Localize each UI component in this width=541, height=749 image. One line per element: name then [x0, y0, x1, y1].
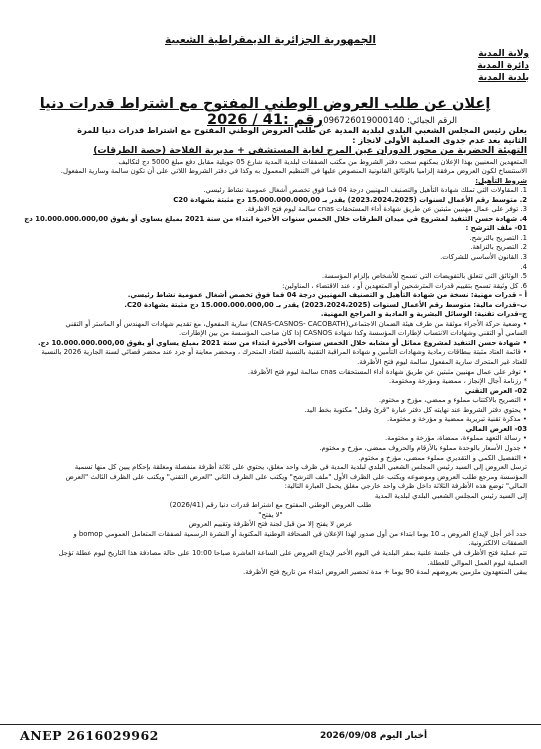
body-line: • شهادة حسن التنفيذ لمشروع مماثل أو مشابه خلال الخمس سنوات الأخيرة ابتداء من سنة 2021 بمبلغ يساوي أو يفوق 10.000.000.000,00 دج. — [37, 338, 527, 347]
body-line: 5. الوثائق التي تتعلق بالتفويضات التي تسمح للأشخاص بإلزام المؤسسة. — [321, 272, 527, 281]
body-line: إلى السيد رئيس المجلس الشعبي البلدي لبلدية المدية — [374, 491, 527, 500]
body-line: • يحتوي دفتر الشروط عند نهايته كل دفتر عبارة "قرئ وقبل" مكتوبة بخط اليد. — [304, 405, 527, 414]
authority-line: بلدية المدية — [478, 73, 529, 83]
body-line: التهيئة الحضرية من محور الدوران عين المرج لغاية المستشفى + مديرية الفلاحة (حصة الطرقات) — [93, 145, 527, 156]
body-line: السامي أو التقني وشهادات الانتساب لإطارات المؤسسة وكذا شهادة CASNOS إذا كان صاحب المؤسسة من بين الإطارات. — [179, 329, 527, 338]
body-line: ج–قدرات تقنية: الوسائل البشرية و المادية و المراجع المهنية. — [320, 310, 527, 319]
body-line: للعتاد غير المتحرك سارية المفعول سالمة ليوم فتح الأظرفة. — [357, 358, 527, 367]
body-line: الاستنساخ لكون العروض مرفقة إلزاميا بالوثائق القانونية المنصوص عليها في التنظيم المعمول به وكذا في دفتر الشروط اللاتي على أن تكون سالمة وسارية المفعول. — [60, 167, 527, 176]
body-line: • توفر على عمال مهنيين مثبتين عن طريق شهادة أداء المستحقات cnas سالمة ليوم فتح الأظرفة. — [247, 367, 527, 376]
body-line: 1. المقاولات التي تملك شهادة التأهيل والتصنيف المهنيين درجة 04 فما فوق تخصص أشغال عمومية نشاط رئيسي. — [203, 186, 527, 195]
issuing-authority — [477, 48, 529, 84]
body-line: 03- العرض المالي — [465, 424, 527, 433]
body-line: يبقى المتعهدون ملزمين بعروضهم لمدة 90 يوما + مدة تحضير العروض ابتداء من تاريخ فتح الأظرفة. — [243, 568, 527, 577]
body-line: العملية ليوم العمل الموالي للعطلة. — [427, 558, 527, 567]
body-line: 6. كل وثيقة تسمح بتقييم قدرات المترشحين أو المتعهدين أو ، عند الاقتضاء ، المناولين: — [282, 281, 527, 290]
body-line: الثانية بعد عدم جدوى العملية الأولى لانجاز : — [352, 135, 527, 145]
body-line: 2. متوسط رقم الأعمال لسنوات (2023،2024،2025) يقدر بـ 15.000.000.000,00 دج مثبتة بشهادة C20 — [173, 195, 527, 204]
body-line: • قائمة العتاد مثبتة ببطاقات رمادية وشهادات التأمين و شهادة المراقبة التقنية بالنسبة للعتاد المتحرك ، ومحضر معاينة أو جرد عند محضر قضائي لسنة الجارية 2026 بالنسبة — [41, 348, 527, 357]
body-line: • وضعية حركة الأجراء موثقة من طرف هيئة الضمان الاجتماعي(CNAS-CASNOS- CACOBATH) سارية المفعول، مع تقديم شهادات المهندس أو الماستر أو التقني — [65, 319, 527, 328]
body-line: تتم عملية فتح الأظرف في جلسة علنية بمقر البلدية في اليوم الأخير لإيداع العروض على الساعة العاشرة صباحا 10:00 على حالة مصادفة هذا التاريخ ليوم عطلة تؤجل — [58, 548, 527, 557]
body-line: الصفقات الالكترونية. — [468, 539, 527, 548]
body-line: 4. — [520, 262, 527, 271]
body-line: • التفصيل الكمي و التقديري مملوء ممضى، مؤرخ و مختوم. — [358, 453, 527, 462]
body-line: • رسالة التعهد مملوءة، ممضاة، مؤرخة و مختومة. — [385, 434, 527, 443]
republic-heading: الجمهورية الجزائرية الديمقراطية الشعبية — [165, 34, 376, 46]
body-line: 02- العرض التقني — [464, 386, 527, 395]
body-line: • مذكرة تقنية تبريرية ممضية و مؤرخة و مختومة. — [387, 415, 527, 424]
body-line: أ – قدرات مهنية: نسخة من شهادة التأهيل و التصنيف المهنيين درجة 04 فما فوق تخصص أشغال عمومية نشاط رئيسي. — [127, 291, 527, 300]
body-line: "لا يفتح" — [258, 510, 283, 519]
body-line: يعلن رئيس المجلس الشعبي البلدي لبلدية المدية عن طلب العروض الوطني المفتوح مع اشتراط قدرات دنيا للمرة — [77, 125, 527, 135]
authority-line: دائرة المدية — [477, 61, 529, 71]
anep-reference: ANEP 2616029962 — [20, 728, 159, 743]
body-line: ترسل العروض إلى السيد رئيس المجلس الشعبي البلدي لبلدية المدية في ظرف واحد مغلق، يحتوي على ثلاثة أظرفة منفصلة ومغلقة بإحكام يبين كل منها تسمية — [74, 463, 527, 472]
announcement-title: إعلان عن طلب العروض الوطني المفتوح مع اشتراط قدرات دنيا رقم :41 / 2026 — [39, 96, 491, 128]
body-line: 4. شهادة حسن التنفيذ لمشروع في ميدان الطرقات خلال الخمس سنوات الأخيرة ابتداء من سنة 2021 بمبلغ يساوي أو يفوق 10.000.000.000,00 دج — [24, 214, 527, 223]
body-line: ب–قدرات مالية: متوسط رقم الأعمال لسنوات (2023،2024،2025) يقدر بـ 15.000.000.000,00 دج مثبتة بشهادة C20. — [124, 300, 527, 309]
newspaper-date: أخبار اليوم 2026/09/08 — [320, 731, 428, 741]
footer — [0, 724, 541, 749]
body-line: شروط التأهيل: — [475, 176, 527, 185]
authority-line: ولاية المدية — [478, 49, 529, 59]
body-line: حدد آخر أجل لإيداع العروض بـ 10 يوما ابتداء من أول صدور لهذا الإعلان في الصحافة الوطنية المكتوبة أو النشرة الرسمية لصفقات المتعامل العمومي bomop و — [73, 529, 527, 538]
body-line: 2. التصريح بالنزاهة. — [470, 243, 527, 252]
body-line: المؤسسة ومرجع طلب العروض وموضوعه ويكتب على الظرف الأول "ملف الترشح" ويكتب على الظرف الثاني "العرض التقني" ويكتب على الظرف الثالث "العرض — [65, 472, 527, 481]
body-line: 01- ملف الترشح : — [465, 224, 527, 233]
body-line: عرض لا يفتح إلا من قبل لجنة فتح الأظرفة وتقييم العروض — [188, 520, 353, 529]
tax-reference: الرقم الجبائي: 096726019000140 — [323, 116, 457, 126]
body-line: 3. توفر على عمال مهنيين مثبتين عن طريق شهادة أداء المستحقات cnas سالمة ليوم فتح الاظرفة. — [245, 205, 527, 214]
body-line: طلب العروض الوطني المفتوح مع اشتراط قدرات دنيا رقم (2026/41) — [169, 501, 372, 510]
body-line: 3. القانون الأساسي للشركات. — [440, 253, 527, 262]
body-line: المالي" توضع هذه الأظرفة الثلاثة داخل ظرف واحد خارجي مغلق يحمل العبارة التالية: — [284, 482, 527, 491]
body-line: • التصريح بالاكتتاب مملوء و ممضي، مؤرخ و مختوم. — [378, 396, 527, 405]
body-line: المتعهدين المعنيين بهذا الإعلان يمكنهم سحب دفتر الشروط من مكتب الصفقات لبلدية المدية شارع 05 جويلية مقابل دفع مبلغ 5000 دج لتكاليف — [118, 157, 527, 166]
body-line: 1. التصريح بالترشح. — [469, 233, 527, 242]
body-line: • جدول الأسعار بالوحدة مملوء بالأرقام والحروف ممضى، مؤرخ و مختوم. — [319, 443, 527, 452]
body-line: * رزنامة آجال الإنجاز ، ممضية ومؤرخة ومختومة. — [389, 377, 527, 386]
announcement-body — [14, 125, 527, 578]
